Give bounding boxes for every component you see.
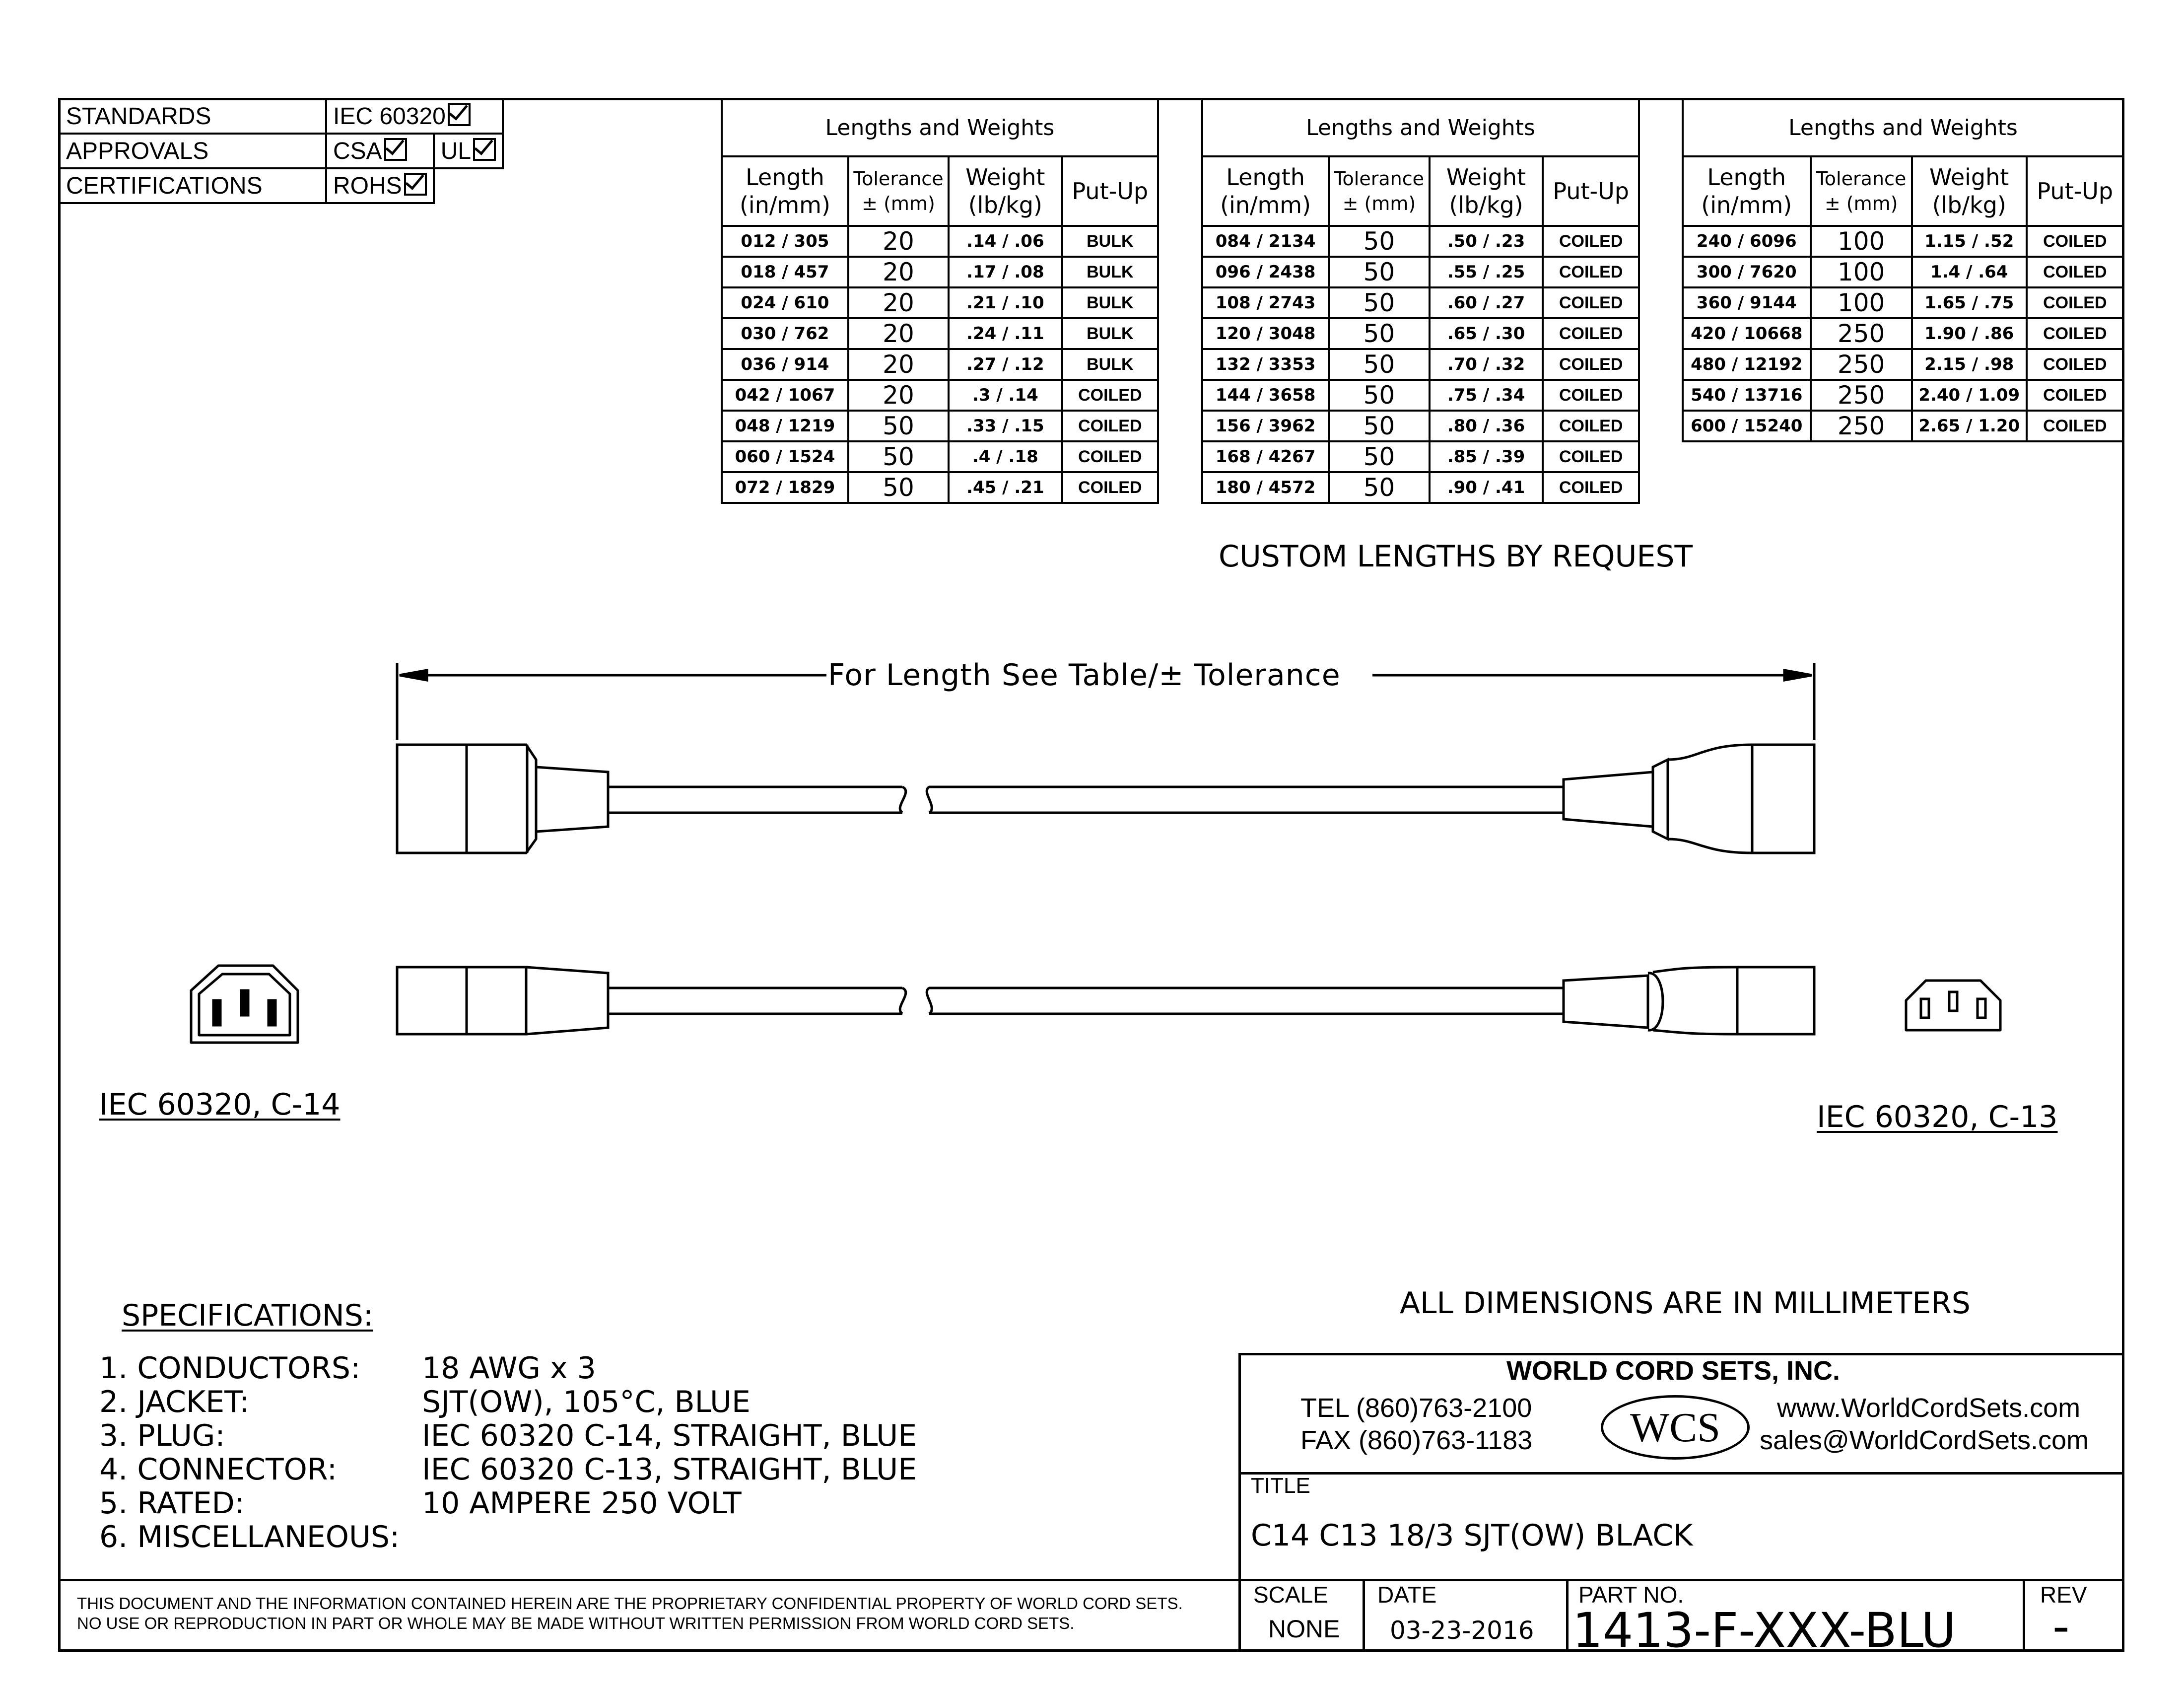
company-website[interactable]: www.WorldCordSets.com (1777, 1393, 2081, 1423)
spec-value: 18 AWG x 3 (422, 1351, 596, 1386)
rev-value: - (2052, 1599, 2070, 1654)
cell-weight: 1.15 / .52 (1912, 226, 2027, 257)
cell-putup: BULK (1062, 226, 1158, 257)
cell-tolerance: 20 (848, 226, 949, 257)
spec-key: 4. CONNECTOR: (99, 1452, 337, 1487)
cell-tolerance: 50 (848, 441, 949, 472)
cell-weight: .3 / .14 (949, 380, 1062, 411)
spec-key: 3. PLUG: (99, 1418, 225, 1453)
spec-item (99, 1385, 917, 1419)
cell-tolerance: 20 (848, 349, 949, 380)
spec-key: 5. RATED: (99, 1486, 245, 1521)
company-fax: FAX (860)763-1183 (1300, 1425, 1533, 1455)
plug-top-view (397, 745, 608, 853)
company-tel: TEL (860)763-2100 (1300, 1393, 1532, 1423)
cell-putup: COILED (2027, 411, 2123, 441)
cell-weight: .50 / .23 (1430, 226, 1543, 257)
spec-value: IEC 60320 C-14, STRAIGHT, BLUE (422, 1418, 917, 1453)
cell-weight: .45 / .21 (949, 472, 1062, 503)
cell-length: 480 / 12192 (1683, 349, 1811, 380)
cell-putup: COILED (1062, 411, 1158, 441)
header-tolerance: Tolerance ± (mm) (1329, 156, 1429, 226)
arrow-right-icon (1784, 670, 1812, 680)
header-putup: Put-Up (2027, 156, 2123, 226)
spec-item (99, 1486, 917, 1520)
cell-weight: .70 / .32 (1430, 349, 1543, 380)
cord-side-view (608, 988, 1564, 1014)
cell-weight: 2.65 / 1.20 (1912, 411, 2027, 441)
cell-length: 156 / 3962 (1202, 411, 1329, 441)
date-label: DATE (1377, 1582, 1437, 1608)
standards-label: STANDARDS (59, 99, 326, 134)
cell-weight: .65 / .30 (1430, 318, 1543, 349)
cell-tolerance: 20 (848, 257, 949, 287)
cell-length: 600 / 15240 (1683, 411, 1811, 441)
cell-weight: 2.15 / .98 (1912, 349, 2027, 380)
cell-putup: COILED (2027, 226, 2123, 257)
cell-weight: .90 / .41 (1430, 472, 1543, 503)
cell-tolerance: 50 (1329, 226, 1429, 257)
cell-weight: .55 / .25 (1430, 257, 1543, 287)
table-caption: Lengths and Weights (1683, 99, 2123, 156)
cell-weight: 1.65 / .75 (1912, 287, 2027, 318)
cell-length: 030 / 762 (722, 318, 848, 349)
cell-putup: COILED (2027, 318, 2123, 349)
cell-length: 120 / 3048 (1202, 318, 1329, 349)
certification-rohs: ROHS (326, 168, 434, 203)
cell-weight: .21 / .10 (949, 287, 1062, 318)
cell-tolerance: 50 (848, 472, 949, 503)
spec-value: 10 AMPERE 250 VOLT (422, 1486, 742, 1521)
cell-tolerance: 50 (1329, 257, 1429, 287)
cell-length: 024 / 610 (722, 287, 848, 318)
approval-csa: CSA (326, 134, 434, 168)
cell-length: 084 / 2134 (1202, 226, 1329, 257)
cell-tolerance: 100 (1811, 257, 1912, 287)
cell-weight: 1.4 / .64 (1912, 257, 2027, 287)
drawing-title: C14 C13 18/3 SJT(OW) BLACK (1251, 1518, 1693, 1553)
cell-tolerance: 20 (848, 318, 949, 349)
header-tolerance: Tolerance ± (mm) (1811, 156, 1912, 226)
cell-putup: BULK (1062, 287, 1158, 318)
cell-length: 108 / 2743 (1202, 287, 1329, 318)
cell-length: 036 / 914 (722, 349, 848, 380)
cell-tolerance: 250 (1811, 380, 1912, 411)
date-value: 03-23-2016 (1390, 1616, 1534, 1645)
spec-value: SJT(OW), 105°C, BLUE (422, 1385, 751, 1419)
header-length: Length (in/mm) (1202, 156, 1329, 226)
dimension-label: For Length See Table/± Tolerance (828, 658, 1341, 693)
title-label: TITLE (1251, 1474, 1310, 1498)
spec-key: 1. CONDUCTORS: (99, 1351, 361, 1386)
c13-label: IEC 60320, C-13 (1817, 1100, 2058, 1134)
cell-tolerance: 250 (1811, 318, 1912, 349)
cell-length: 096 / 2438 (1202, 257, 1329, 287)
cell-weight: .60 / .27 (1430, 287, 1543, 318)
table-caption: Lengths and Weights (722, 99, 1158, 156)
cell-putup: COILED (1543, 472, 1639, 503)
c13-connector-face-icon (1906, 981, 2000, 1030)
custom-lengths-note: CUSTOM LENGTHS BY REQUEST (1219, 539, 1693, 574)
cell-putup: COILED (1062, 380, 1158, 411)
scale-label: SCALE (1253, 1582, 1328, 1608)
cell-putup: COILED (1543, 441, 1639, 472)
cell-length: 420 / 10668 (1683, 318, 1811, 349)
cell-tolerance: 50 (1329, 411, 1429, 441)
cell-weight: .85 / .39 (1430, 441, 1543, 472)
spec-value: IEC 60320 C-13, STRAIGHT, BLUE (422, 1452, 917, 1487)
dimensions-note: ALL DIMENSIONS ARE IN MILLIMETERS (1400, 1286, 1971, 1321)
company-name: WORLD CORD SETS, INC. (1506, 1356, 1840, 1386)
rev-label: REV (2040, 1582, 2087, 1608)
cell-length: 012 / 305 (722, 226, 848, 257)
cell-length: 132 / 3353 (1202, 349, 1329, 380)
cell-tolerance: 100 (1811, 287, 1912, 318)
approvals-label: APPROVALS (59, 134, 326, 168)
cell-putup: COILED (1543, 257, 1639, 287)
cell-tolerance: 50 (1329, 349, 1429, 380)
header-weight: Weight (lb/kg) (1430, 156, 1543, 226)
cell-length: 048 / 1219 (722, 411, 848, 441)
cell-length: 072 / 1829 (722, 472, 848, 503)
header-length: Length (in/mm) (1683, 156, 1811, 226)
cell-weight: .24 / .11 (949, 318, 1062, 349)
cell-putup: COILED (1543, 318, 1639, 349)
scale-value: NONE (1268, 1615, 1340, 1643)
c14-inlet-face-icon (191, 966, 298, 1043)
part-number-label: PART NO. (1578, 1582, 1684, 1608)
cell-putup: COILED (2027, 380, 2123, 411)
cell-length: 168 / 4267 (1202, 441, 1329, 472)
cell-tolerance: 50 (1329, 472, 1429, 503)
part-number: 1413-F-XXX-BLU (1572, 1603, 1956, 1658)
cell-length: 144 / 3658 (1202, 380, 1329, 411)
cell-tolerance: 50 (1329, 380, 1429, 411)
company-divider (1238, 1472, 2124, 1475)
title-block-left-line (1238, 1353, 1241, 1651)
cell-putup: BULK (1062, 349, 1158, 380)
cell-putup: COILED (1543, 287, 1639, 318)
cell-weight: .80 / .36 (1430, 411, 1543, 441)
cell-tolerance: 250 (1811, 411, 1912, 441)
cell-putup: COILED (1543, 411, 1639, 441)
spec-item (99, 1520, 917, 1554)
header-weight: Weight (lb/kg) (1912, 156, 2027, 226)
header-weight: Weight (lb/kg) (949, 156, 1062, 226)
cell-putup: BULK (1062, 318, 1158, 349)
part-divider (2023, 1579, 2025, 1651)
cell-tolerance: 250 (1811, 349, 1912, 380)
cell-putup: COILED (2027, 287, 2123, 318)
spec-item (99, 1419, 917, 1453)
cell-putup: COILED (1062, 441, 1158, 472)
certifications-label: CERTIFICATIONS (59, 168, 326, 203)
header-length: Length (in/mm) (722, 156, 848, 226)
spec-item (99, 1351, 917, 1385)
cell-tolerance: 50 (1329, 318, 1429, 349)
standards-value: IEC 60320 (326, 99, 503, 134)
approval-ul: UL (434, 134, 503, 168)
spec-item (99, 1453, 917, 1486)
cell-tolerance: 20 (848, 287, 949, 318)
cell-length: 540 / 13716 (1683, 380, 1811, 411)
cell-putup: COILED (2027, 257, 2123, 287)
scale-divider (1363, 1579, 1365, 1651)
spec-key: 6. MISCELLANEOUS: (99, 1520, 400, 1554)
connector-top-view (1564, 745, 1814, 853)
cell-putup: COILED (1543, 349, 1639, 380)
cell-weight: .75 / .34 (1430, 380, 1543, 411)
cell-weight: .14 / .06 (949, 226, 1062, 257)
cell-tolerance: 20 (848, 380, 949, 411)
specifications-list (99, 1351, 917, 1554)
header-tolerance: Tolerance ± (mm) (848, 156, 949, 226)
cell-weight: 1.90 / .86 (1912, 318, 2027, 349)
cell-length: 060 / 1524 (722, 441, 848, 472)
cell-weight: .4 / .18 (949, 441, 1062, 472)
cell-putup: COILED (1543, 380, 1639, 411)
cell-weight: .33 / .15 (949, 411, 1062, 441)
disclaimer: THIS DOCUMENT AND THE INFORMATION CONTAINED HEREIN ARE THE PROPRIETARY CONFIDENTIAL PROPERTY OF WORLD CORD SETS. NO USE OR REPRODUCTION IN PART OR WHOLE MAY BE MADE WITHOUT WRITTEN PERMISSION FROM WORLD CORD SETS. (77, 1594, 1183, 1632)
cell-length: 360 / 9144 (1683, 287, 1811, 318)
cell-length: 300 / 7620 (1683, 257, 1811, 287)
spec-key: 2. JACKET: (99, 1385, 250, 1419)
cell-length: 018 / 457 (722, 257, 848, 287)
date-divider (1566, 1579, 1569, 1651)
cell-length: 180 / 4572 (1202, 472, 1329, 503)
cell-tolerance: 50 (848, 411, 949, 441)
c14-label: IEC 60320, C-14 (99, 1087, 341, 1122)
cord-top-view (608, 787, 1564, 813)
cell-length: 240 / 6096 (1683, 226, 1811, 257)
cell-weight: 2.40 / 1.09 (1912, 380, 2027, 411)
cell-length: 042 / 1067 (722, 380, 848, 411)
specifications-title: SPECIFICATIONS: (122, 1298, 374, 1333)
cell-tolerance: 50 (1329, 287, 1429, 318)
cell-tolerance: 50 (1329, 441, 1429, 472)
cell-putup: BULK (1062, 257, 1158, 287)
company-email[interactable]: sales@WorldCordSets.com (1760, 1425, 2089, 1455)
cell-weight: .17 / .08 (949, 257, 1062, 287)
wcs-logo: WCS (1601, 1395, 1750, 1460)
bottom-row-line (58, 1579, 2124, 1581)
cell-putup: COILED (1543, 226, 1639, 257)
cell-tolerance: 100 (1811, 226, 1912, 257)
cell-putup: COILED (1062, 472, 1158, 503)
plug-side-view (397, 967, 608, 1034)
header-putup: Put-Up (1543, 156, 1639, 226)
cell-weight: .27 / .12 (949, 349, 1062, 380)
table-caption: Lengths and Weights (1202, 99, 1639, 156)
header-putup: Put-Up (1062, 156, 1158, 226)
connector-side-view (1564, 967, 1814, 1034)
cell-putup: COILED (2027, 349, 2123, 380)
arrow-left-icon (400, 670, 427, 680)
